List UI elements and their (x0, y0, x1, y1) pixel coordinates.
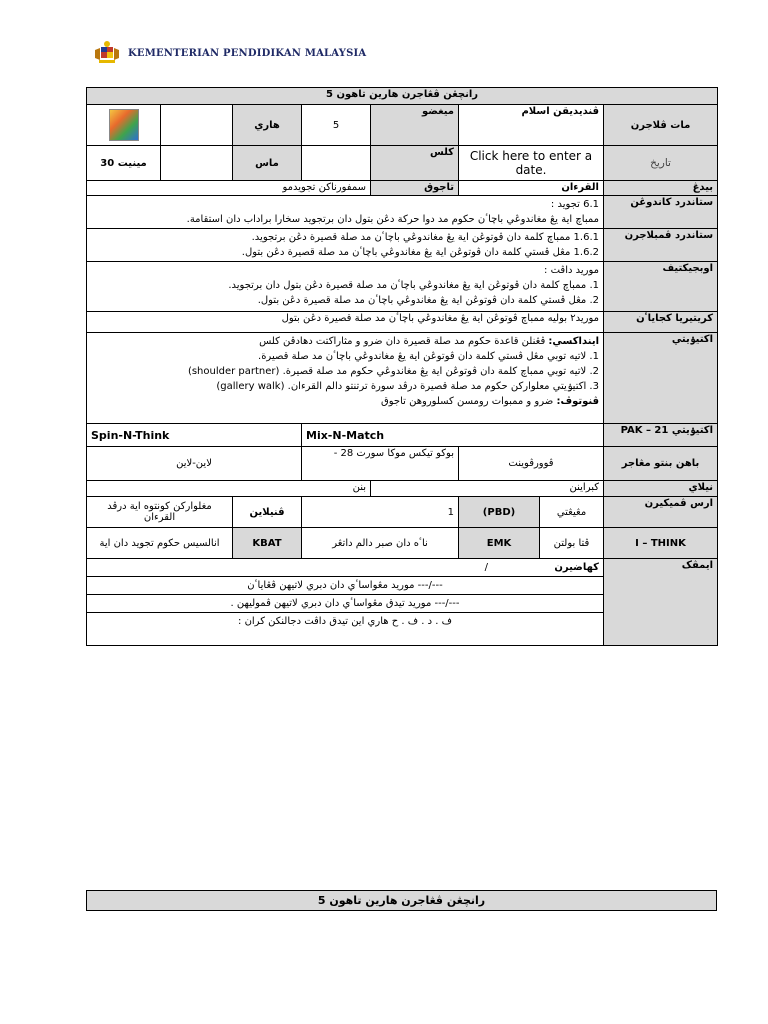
textbook-thumbnail (87, 105, 161, 146)
topic-title-value[interactable]: سمفورناکن تجويدمو (87, 181, 371, 196)
learning-standard-line: 1.6.2 مڠل ڤستي کلمة دان ڤوتوڠن اية يڠ مغاندوڠي باچاٴن مد صلة قصيرة دڠن بتول. (241, 247, 599, 258)
pak21-left[interactable]: Spin-N-Think (87, 424, 302, 447)
time-value[interactable] (161, 146, 233, 181)
content-standard-label: ستاندرد کاندوڠن (604, 196, 718, 229)
lesson-plan-table (86, 87, 718, 646)
activities-label: اکتيۏيتي (604, 333, 718, 424)
values-label: نيلاي (604, 481, 718, 497)
materials-b[interactable]: بوکو تيکس موکا سورت 28 - (302, 447, 459, 481)
reflection-line: ف . د . ف . ح هاري اين تيدق داڤت دجالنکن کران : (238, 616, 452, 627)
crest-icon (92, 40, 122, 66)
learning-standard-value[interactable] (87, 229, 604, 262)
success-criteria-label: کريتيريا کجاياٴن (604, 312, 718, 333)
kbat-value[interactable]: انالسيس حکوم تجويد دان اية (87, 528, 233, 559)
ministry-name: KEMENTERIAN PENDIDIKAN MALAYSIA (128, 47, 367, 59)
class-label: کلس (371, 146, 459, 181)
reflection-value[interactable] (87, 559, 604, 646)
closing-text: ضرو و ممبوات رومسن کسلوروهن تاجوق (381, 396, 554, 407)
week-value[interactable]: 5 (302, 105, 371, 146)
values-b[interactable]: بنن (87, 481, 371, 497)
pak21-middle[interactable]: Mix-N-Match (302, 424, 604, 447)
content-standard-line: ممباچ اية يڠ مغاندوڠي باچاٴن حکوم مد دوا حرکة دڠن بتول دان برتجويد سخارا براداب دان استقامة. (186, 214, 599, 225)
footer-title-table (86, 890, 717, 911)
day-value[interactable] (161, 105, 233, 146)
objectives-line: 1. ممباچ کلمة دان ڤوتوڠن اية يڠ مغاندوڠي باچاٴن مد صلة قصيرة دڠن بتول دان برتجويد. (228, 280, 599, 291)
ithink-label: I – THINK (604, 528, 718, 559)
pak21-label: اکتيۏيتي PAK – 21 (604, 424, 718, 447)
attendance-value[interactable]: / (484, 562, 488, 573)
ithink-a[interactable]: ڤتا بولتن (540, 528, 604, 559)
pbd-label: (PBD) (459, 497, 540, 528)
ministry-header (92, 40, 366, 66)
pbd-value[interactable]: 1 (302, 497, 459, 528)
learning-standard-label: ستاندرد ڤمبلاجرن (604, 229, 718, 262)
materials-label: باهن بنتو مڠاجر (604, 447, 718, 481)
attendance-label: کهاضيرن (554, 562, 599, 573)
induction-text: ڤڠنلن قاعدة حکوم مد صلة قصيرة دان ضرو و مثاراکتت دهادڤن کلس (259, 336, 546, 347)
date-picker[interactable]: Click here to enter a date. (459, 146, 604, 181)
closing-label: ڤنوتوڤ: (556, 396, 599, 407)
reflection-line: ---/--- موريد مڠواساٴي دان دبري لاتيهن ڤڠاياٴن (87, 577, 603, 595)
values-a[interactable]: کبراينن (371, 481, 604, 497)
thinking-label: ارس ڤميکيرن (604, 497, 718, 528)
topic-title-label: تاجوق (371, 181, 459, 196)
day-label: هاري (233, 105, 302, 146)
materials-c[interactable]: لاين-لاين (87, 447, 302, 481)
duration-cell (87, 146, 161, 181)
time-label: ماس (233, 146, 302, 181)
emk-value[interactable]: ناٴه دان صبر دالم داتڠر (302, 528, 459, 559)
thinking-a[interactable]: مڠيڠتي (540, 497, 604, 528)
materials-a[interactable]: ڤوورڤوينت (459, 447, 604, 481)
subject-label: مات ڤلاجرن (604, 105, 718, 146)
penilaian-label: ڤنيلاين (233, 497, 302, 528)
activities-value[interactable] (87, 333, 604, 424)
activity-item: 1. لاتيه توبي مڠل ڤستي کلمة دان ڤوتوڠن اية يڠ مغاندوڠي باچاٴن مد صلة قصيرة. (258, 351, 599, 362)
subject-value[interactable]: ڤنديديقن اسلام (459, 105, 604, 146)
objectives-label: اوبجيکتيف (604, 262, 718, 312)
objectives-value[interactable] (87, 262, 604, 312)
duration-value[interactable]: 30 (100, 157, 115, 169)
emk-label: EMK (459, 528, 540, 559)
footer-title: رانچڠن ڤڠاجرن هارين تاهون 5 (87, 891, 717, 911)
reflection-label: ايمڤک (604, 559, 718, 646)
field-label: بيدڠ (604, 181, 718, 196)
objectives-line: موريد داڤت : (544, 265, 599, 276)
learning-standard-line: 1.6.1 ممباچ کلمة دان ڤوتوڠن اية يڠ مغاندوڠي باچاٴن مد صلة قصيرة دڠن برتجويد. (251, 232, 599, 243)
class-value[interactable] (302, 146, 371, 181)
content-standard-line: 6.1 تجويد : (550, 199, 599, 210)
textbook-cover-icon (109, 109, 139, 141)
duration-label: مينيت (117, 157, 147, 169)
success-criteria-value[interactable]: موريد٢ بوليه ممباچ ڤوتوڠن اية يڠ مغاندوڠي باچاٴن مد صلة قصيرة دڠن بتول (87, 312, 604, 333)
date-label: تاريخ (604, 146, 718, 181)
induction-label: اينداکسي: (548, 336, 599, 347)
objectives-line: 2. مڠل ڤستي کلمة دان ڤوتوڠن اية يڠ مغاندوڠي باچاٴن مد صلة قصيرة دڠن بتول. (257, 295, 599, 306)
topic-label: ميغضو (371, 105, 459, 146)
field-value[interactable]: القرءان (459, 181, 604, 196)
penilaian-value[interactable]: مغلوارکن کونتوه اية درڤد القرءان (87, 497, 233, 528)
kbat-label: KBAT (233, 528, 302, 559)
content-standard-value[interactable] (87, 196, 604, 229)
plan-title: رانچڠن ڤڠاجرن هارين تاهون 5 (87, 88, 718, 105)
activity-item: 3. اکتيۏيتي معلوارکن حکوم مد صلة قصيرة درڤد سورة ترتنتو دالم القرءان. (gallery walk) (216, 381, 599, 392)
activity-item: 2. لاتيه توبي ممباچ کلمة دان ڤوتوڠن اية يڠ مغاندوڠي حکوم مد صلة قصيرة. (shoulder partner) (187, 366, 599, 377)
reflection-line: ---/--- موريد تيدق مڠواساٴي دان دبري لاتيهن ڤموليهن . (87, 595, 603, 613)
